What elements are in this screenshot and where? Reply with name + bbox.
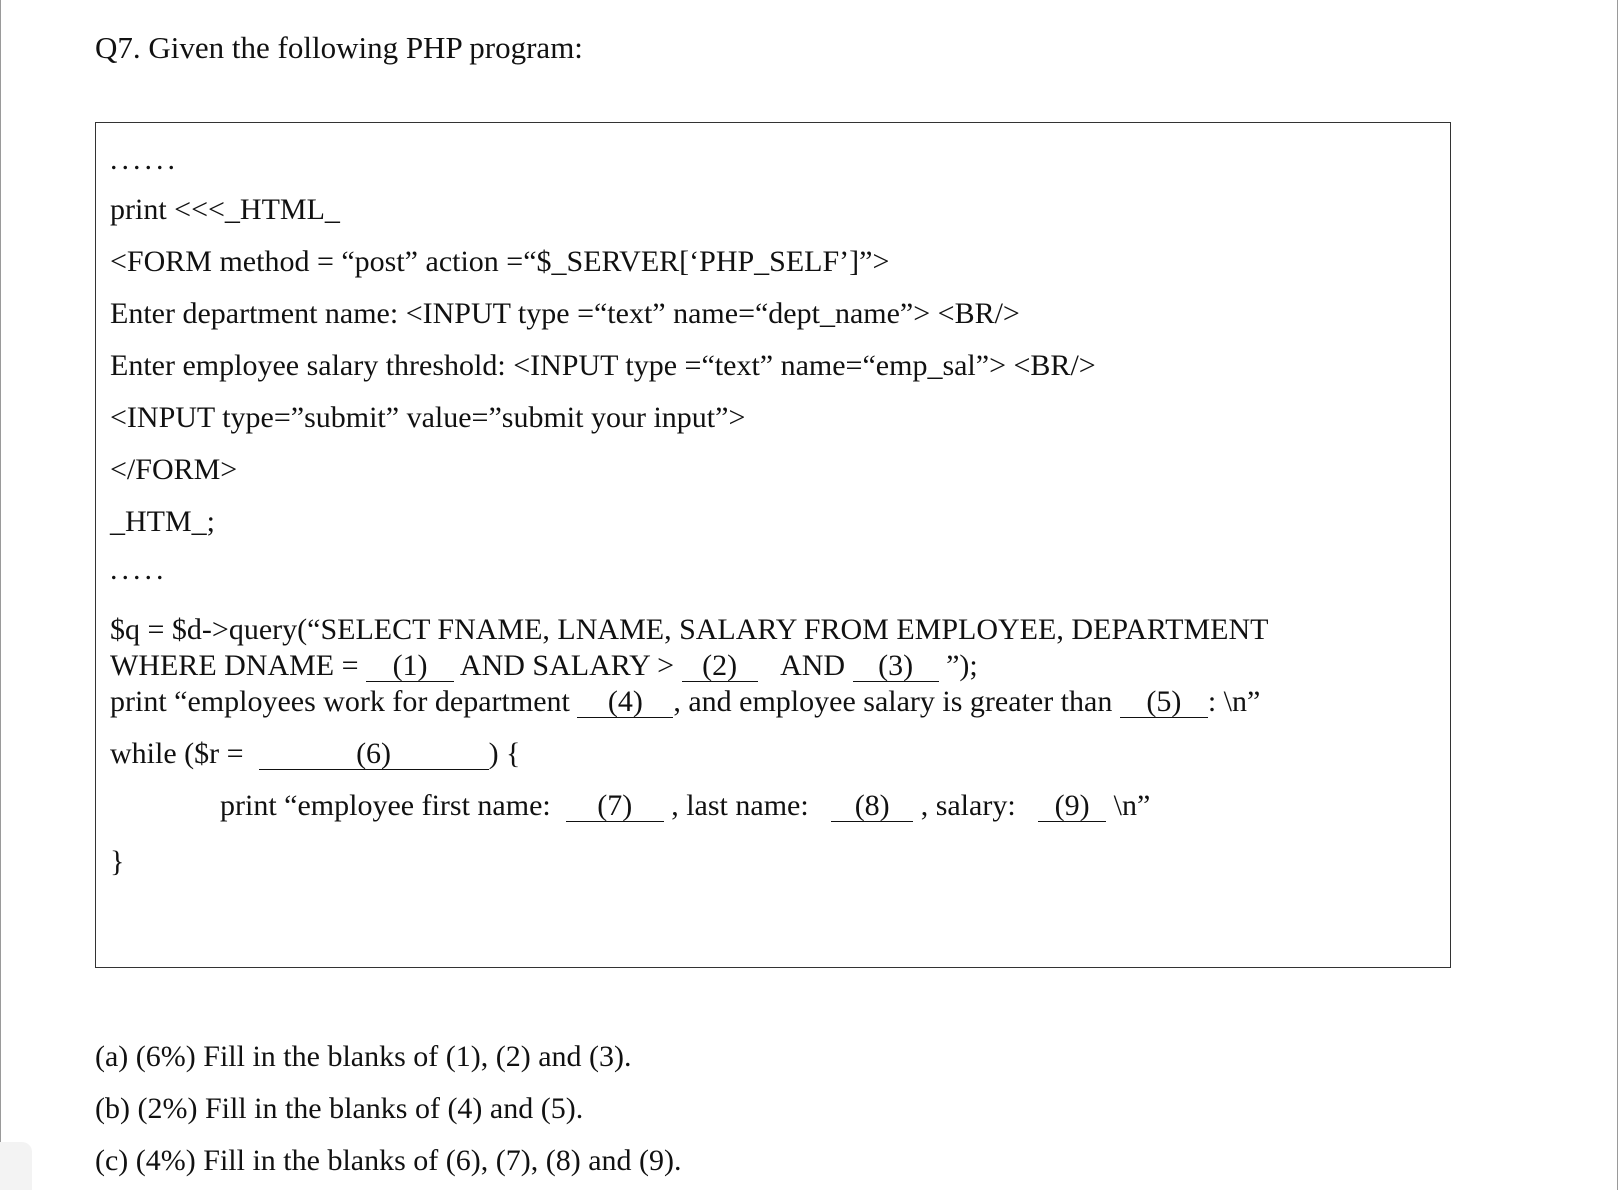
- while-brace-text: ) {: [488, 737, 521, 770]
- query-salary-text: AND SALARY >: [459, 649, 675, 682]
- query-end-text: ”);: [946, 649, 978, 682]
- page-right-edge: [1617, 0, 1618, 1190]
- print-salary-text: , and employee salary is greater than: [673, 685, 1113, 718]
- code-ellipsis-top: ......: [110, 143, 179, 176]
- question-part-a: (a) (6%) Fill in the blanks of (1), (2) and (3).: [95, 1040, 632, 1073]
- query-where-text: WHERE DNAME =: [110, 649, 359, 682]
- code-line-print-summary: [110, 685, 1260, 719]
- blank-1: (1): [366, 651, 454, 682]
- code-line-query-2: [110, 649, 978, 683]
- blank-7: (7): [566, 791, 664, 822]
- code-line-print-heredoc: print <<<_HTML_: [110, 193, 340, 226]
- code-box: [95, 122, 1451, 968]
- code-line-submit-input: <INPUT type=”submit” value=”submit your input”>: [110, 401, 746, 434]
- corner-tab: [0, 1142, 32, 1190]
- code-line-heredoc-end: _HTM_;: [110, 505, 215, 538]
- code-line-form-close: </FORM>: [110, 453, 238, 486]
- blank-2: (2): [682, 651, 758, 682]
- print-dept-text: print “employees work for department: [110, 685, 570, 718]
- code-ellipsis-mid: .....: [110, 553, 168, 586]
- inner-last-name-text: , last name:: [671, 789, 809, 822]
- page-left-edge: [0, 0, 1, 1190]
- code-line-salary-input: Enter employee salary threshold: <INPUT type =“text” name=“emp_sal”> <BR/>: [110, 349, 1096, 382]
- question-title: Q7. Given the following PHP program:: [95, 30, 583, 65]
- code-line-dept-input: Enter department name: <INPUT type =“text” name=“dept_name”> <BR/>: [110, 297, 1020, 330]
- print-newline-text: : \n”: [1207, 685, 1261, 718]
- code-line-close-brace: }: [110, 845, 125, 878]
- blank-3: (3): [853, 651, 939, 682]
- code-line-query-1: $q = $d->query(“SELECT FNAME, LNAME, SALARY FROM EMPLOYEE, DEPARTMENT: [110, 613, 1269, 646]
- blank-8: (8): [831, 791, 913, 822]
- question-part-b: (b) (2%) Fill in the blanks of (4) and (5).: [95, 1092, 584, 1125]
- code-line-form-open: <FORM method = “post” action =“$_SERVER[‘PHP_SELF’]”>: [110, 245, 890, 278]
- blank-6: (6): [259, 739, 489, 770]
- blank-4: (4): [577, 687, 673, 718]
- inner-salary-text: , salary:: [920, 789, 1016, 822]
- question-part-c: (c) (4%) Fill in the blanks of (6), (7), (8) and (9).: [95, 1144, 682, 1177]
- code-line-while: [110, 737, 520, 771]
- inner-first-name-text: print “employee first name:: [220, 789, 551, 822]
- code-line-inner-print: [220, 789, 1150, 823]
- inner-newline-text: \n”: [1113, 789, 1151, 822]
- blank-5: (5): [1120, 687, 1208, 718]
- query-and-text: AND: [780, 649, 846, 682]
- blank-9: (9): [1038, 791, 1106, 822]
- while-open-text: while ($r =: [110, 737, 244, 770]
